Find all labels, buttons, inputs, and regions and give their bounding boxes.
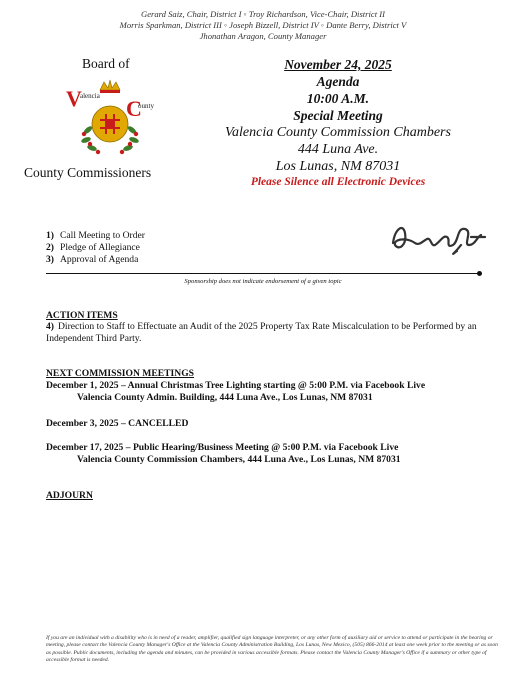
meeting-line: December 3, 2025 – CANCELLED [46,418,189,429]
meeting-location: Valencia County Admin. Building, 444 Luna Ave., Los Lunas, NM 87031 [77,392,373,403]
next-meetings-heading: NEXT COMMISSION MEETINGS [46,368,195,379]
seal-letter-v: V [66,86,82,111]
meeting-entry [46,380,425,404]
sponsorship-disclaimer: Sponsorship does not indicate endorsement of a given topic [184,278,342,285]
list-item [46,254,145,266]
item-text: Approval of Agenda [60,254,139,265]
officials-line: Gerard Saiz, Chair, District I ◦ Troy Richardson, Vice-Chair, District II [141,9,385,19]
agenda-block [208,56,468,190]
list-item [46,230,145,242]
valencia-county-seal [62,78,158,164]
item-text: Direction to Staff to Effectuate an Audit of the 2025 Property Tax Rate Miscalculation to be Performed by an Independent Third Party. [46,321,477,344]
accessibility-footer: If you are an individual with a disability who is in need of a reader, amplifier, qualified sign language interpreter, or any other form of auxiliary aid or service to attend or participate in the hearing or meeting, please contact the Valencia County Manager's Office at the Valencia County Administration Building, Los Lunas, New Mexico, (505) 866-2014 at least one week prior to the meeting or as soon as possible. Public documents, including the agenda and minutes, can be provided in various accessible formats. Please contact the Valencia County Manager's Office if a summary or other type of accessible format is needed. [46,635,498,664]
procedural-items [46,230,145,266]
item-number: 2) [46,242,54,253]
county-commissioners-label: County Commissioners [24,165,152,180]
item-number: 1) [46,230,54,241]
item-text: Pledge of Allegiance [60,242,140,253]
agenda-title: Agenda [316,74,360,89]
venue-street: 444 Luna Ave. [297,142,379,157]
item-number: 3) [46,254,54,265]
adjourn-heading: ADJOURN [46,490,93,501]
silence-notice: Please Silence all Electronic Devices [250,176,426,188]
signature [385,215,495,260]
meeting-line: December 1, 2025 – Annual Christmas Tree Lighting starting @ 5:00 P.M. via Facebook Live [46,380,426,391]
list-item [46,321,506,345]
meeting-entry [46,418,188,430]
board-of-label: Board of [82,56,130,71]
meeting-time: 10:00 A.M. [306,91,370,106]
seal-text-left: alencia [80,92,100,100]
item-text: Call Meeting to Order [60,230,145,241]
officials-line: Jhonathan Aragon, County Manager [199,31,327,41]
venue-city: Los Lunas, NM 87031 [275,159,401,174]
meeting-date: November 24, 2025 [284,57,392,72]
meeting-type: Special Meeting [293,108,383,123]
meeting-location: Valencia County Commission Chambers, 444 Luna Ave., Los Lunas, NM 87031 [77,454,401,465]
separator-rule [46,273,480,274]
seal-letter-c: C [126,96,142,121]
seal-text-right: ounty [138,102,154,110]
officials-header [0,9,526,42]
item-number: 4) [46,321,54,332]
officials-line: Morris Sparkman, District III ◦ Joseph Bizzell, District IV ◦ Dante Berry, District V [119,20,407,30]
meeting-entry [46,442,401,466]
venue-name: Valencia County Commission Chambers [225,125,451,140]
action-items-heading: ACTION ITEMS [46,310,118,321]
rule-dot [477,271,482,276]
meeting-line: December 17, 2025 – Public Hearing/Business Meeting @ 5:00 P.M. via Facebook Live [46,442,399,453]
list-item [46,242,145,254]
